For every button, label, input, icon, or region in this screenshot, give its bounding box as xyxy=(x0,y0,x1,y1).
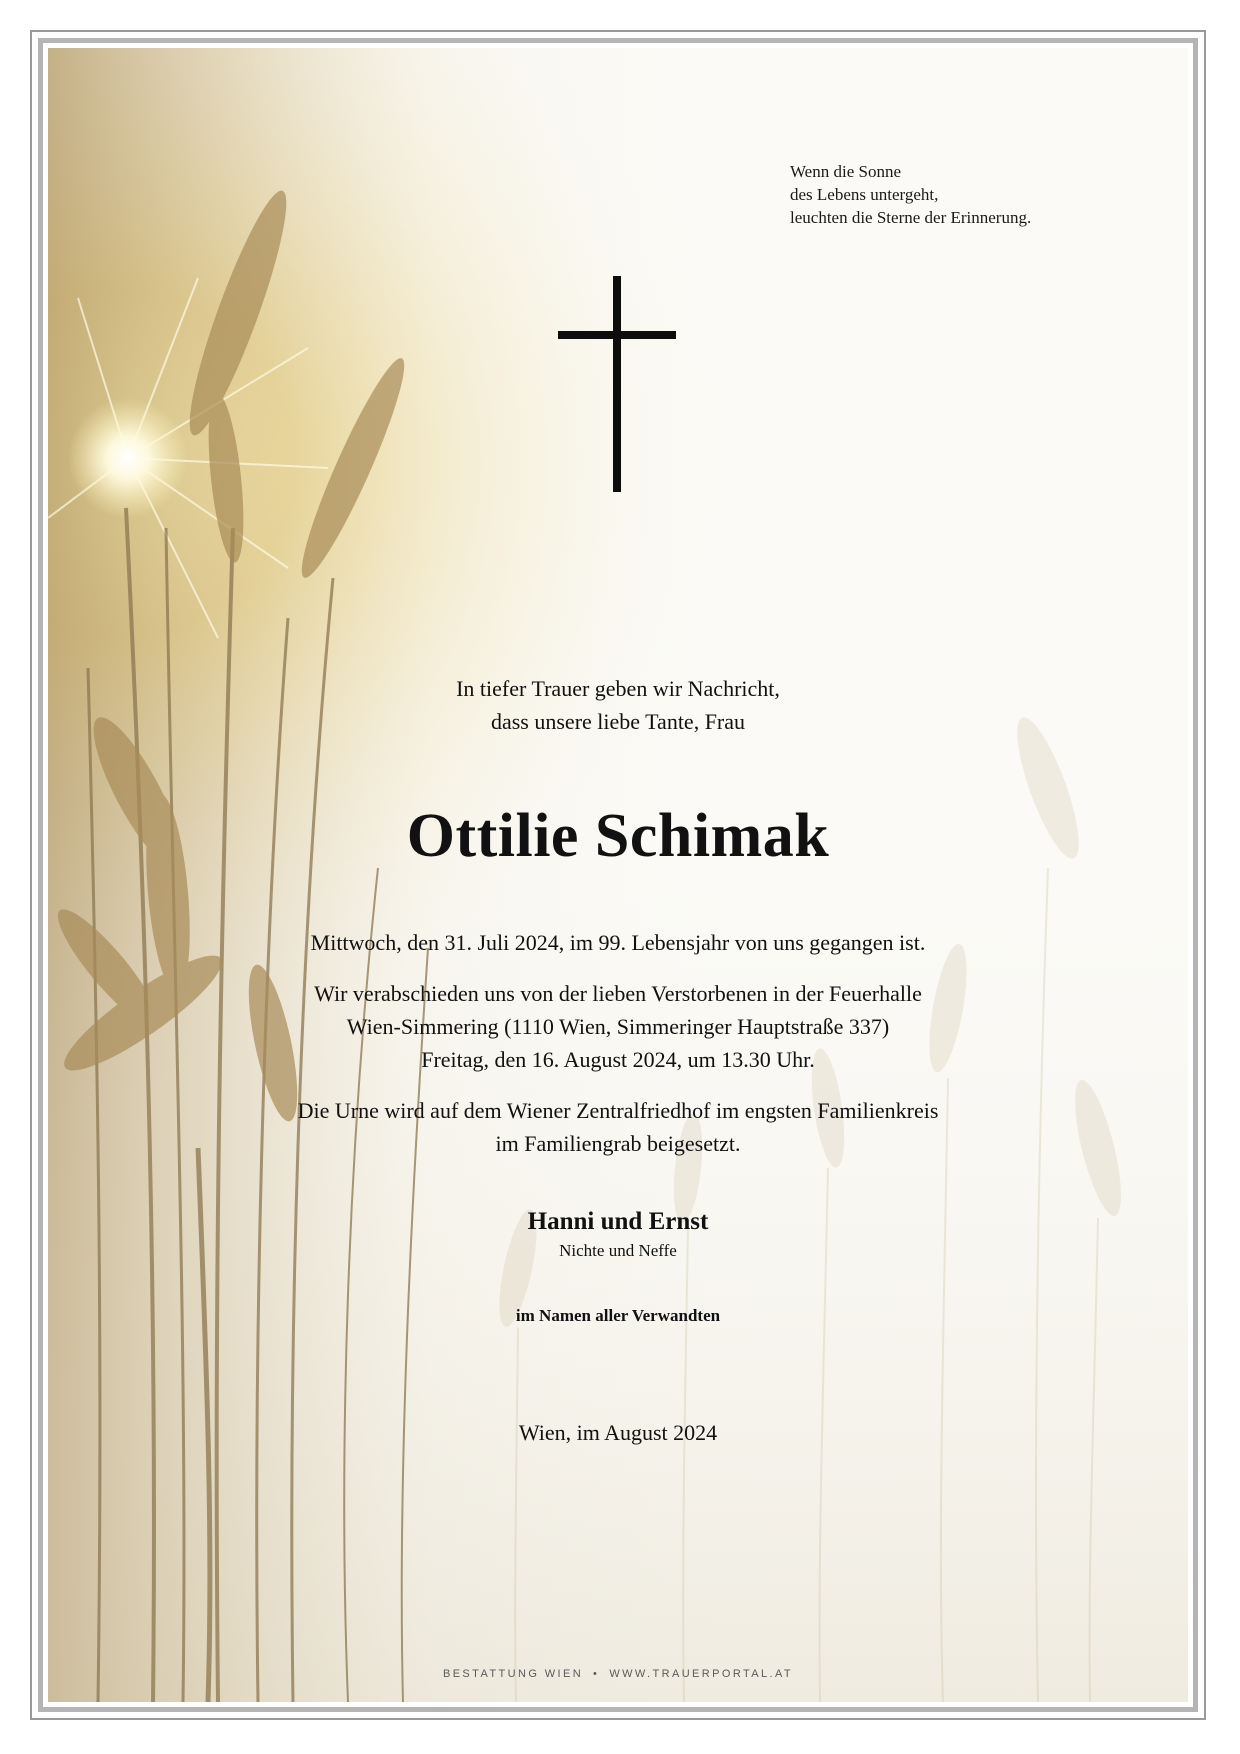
intro-line: In tiefer Trauer geben wir Nachricht, xyxy=(456,676,780,701)
motto-line: Wenn die Sonne xyxy=(790,162,901,181)
sun-icon xyxy=(68,398,188,518)
cross-horizontal-bar xyxy=(558,331,676,339)
death-notice: Mittwoch, den 31. Juli 2024, im 99. Lebensjahr von uns gegangen ist. xyxy=(310,930,926,955)
burial-line: im Familiengrab beigesetzt. xyxy=(495,1131,741,1156)
motto-line: des Lebens untergeht, xyxy=(790,185,939,204)
obituary-card xyxy=(48,48,1188,1702)
farewell-text xyxy=(48,977,1188,1076)
intro-line: dass unsere liebe Tante, Frau xyxy=(490,709,746,734)
cross-vertical-bar xyxy=(613,276,621,492)
footer-company: BESTATTUNG WIEN xyxy=(442,1668,584,1680)
burial-text xyxy=(48,1094,1188,1160)
footer-website-link[interactable]: WWW.TRAUERPORTAL.AT xyxy=(609,1668,794,1680)
farewell-line: Wien-Simmering (1110 Wien, Simmeringer Hauptstraße 337) xyxy=(346,1014,890,1039)
deceased-name: Ottilie Schimak xyxy=(406,802,830,870)
farewell-line: Freitag, den 16. August 2024, um 13.30 Uhr. xyxy=(421,1047,815,1072)
footer-separator: • xyxy=(593,1668,600,1680)
signer-relation: Nichte und Neffe xyxy=(559,1241,677,1260)
place-date: Wien, im August 2024 xyxy=(518,1420,718,1445)
intro-text xyxy=(48,672,1188,738)
burial-line: Die Urne wird auf dem Wiener Zentralfriedhof im engsten Familienkreis xyxy=(297,1098,939,1123)
signer-names: Hanni und Ernst xyxy=(527,1208,709,1235)
on-behalf-text: im Namen aller Verwandten xyxy=(515,1306,721,1325)
cross-icon xyxy=(558,276,676,492)
farewell-line: Wir verabschieden uns von der lieben Verstorbenen in der Feuerhalle xyxy=(314,981,922,1006)
motto-line: leuchten die Sterne der Erinnerung. xyxy=(790,208,1032,227)
footer xyxy=(48,1668,1188,1680)
motto-quote xyxy=(790,160,1130,229)
